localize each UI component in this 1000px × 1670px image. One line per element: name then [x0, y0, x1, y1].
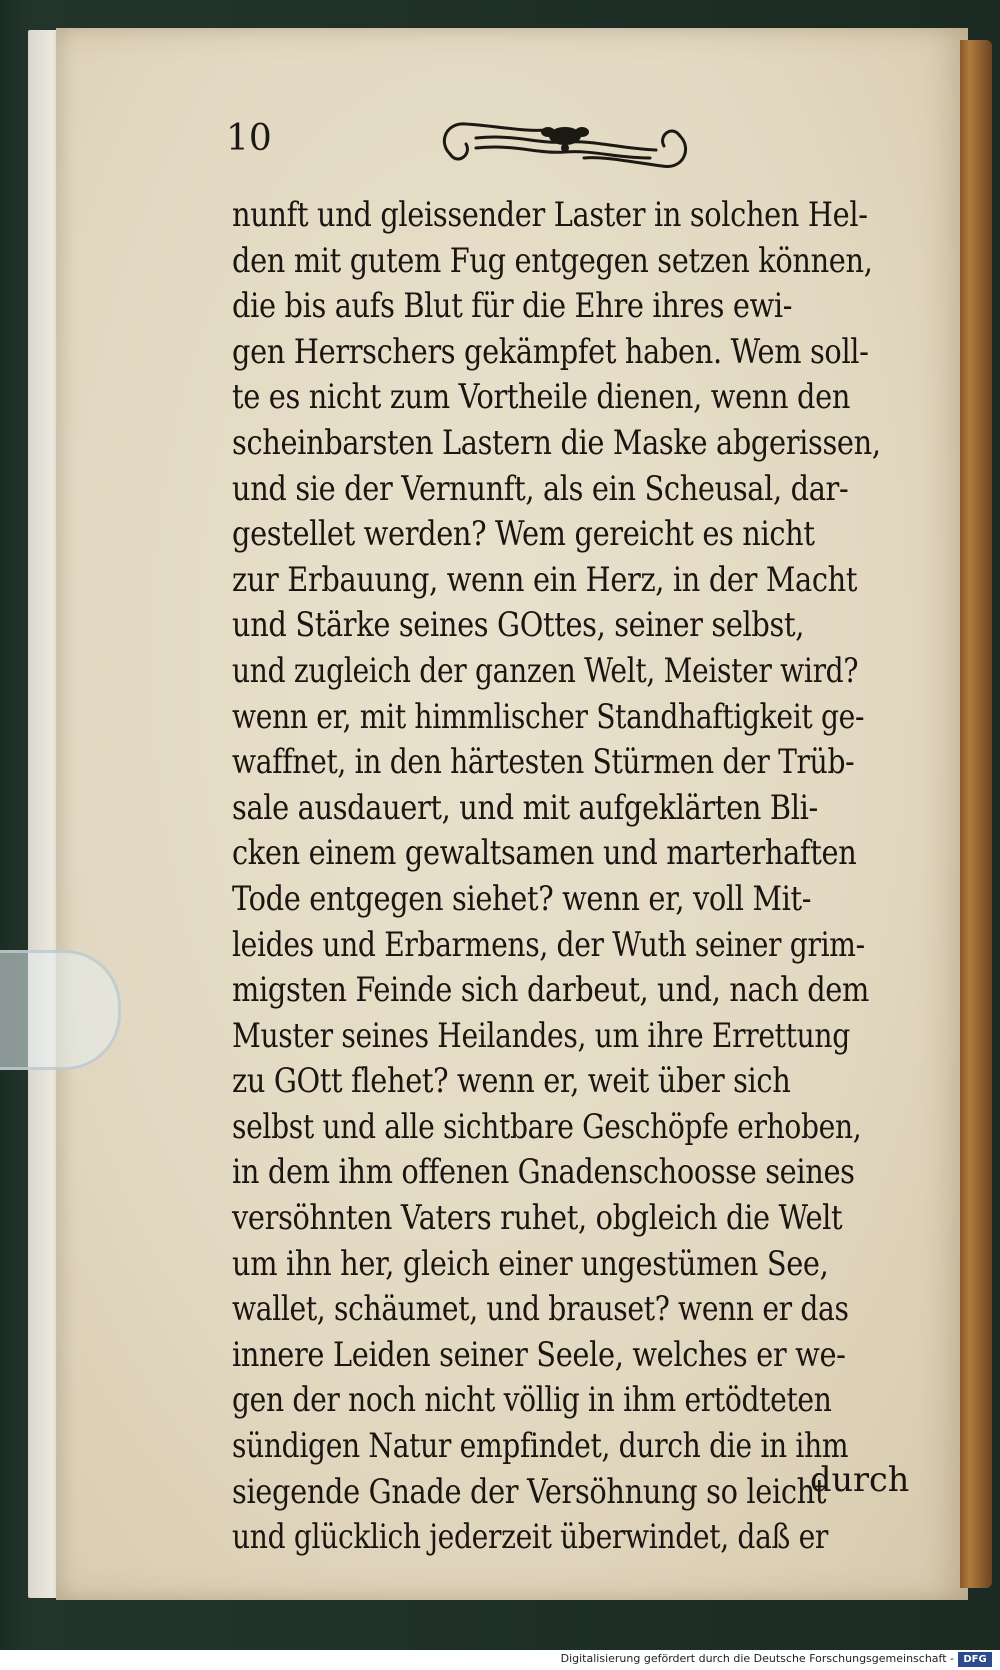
text-line: die bis aufs Blut für die Ehre ihres ewi- — [232, 286, 793, 326]
text-line: nunft und gleissender Laster in solchen Hel- — [232, 195, 868, 234]
page-clip — [0, 950, 121, 1070]
text-line: selbst und alle sichtbare Geschöpfe erhoben, — [232, 1106, 862, 1146]
text-line: scheinbarsten Lastern die Maske abgerissen, — [232, 422, 881, 462]
text-line: und sie der Vernunft, als ein Scheusal, dar- — [232, 468, 849, 508]
text-line: gestellet werden? Wem gereicht es nicht — [232, 514, 815, 554]
text-line: gen der noch nicht völlig in ihm ertödteten — [232, 1380, 832, 1420]
text-line: und zugleich der ganzen Welt, Meister wird? — [232, 650, 859, 690]
text-line: Muster seines Heilandes, um ihre Errettung — [232, 1015, 850, 1055]
dfg-logo: DFG — [958, 1652, 992, 1667]
page-number: 10 — [226, 118, 272, 159]
text-line: siegende Gnade der Versöhnung so leicht — [232, 1471, 827, 1511]
text-line: versöhnten Vaters ruhet, obgleich die Welt — [232, 1198, 843, 1238]
text-line: innere Leiden seiner Seele, welches er we- — [232, 1334, 846, 1374]
text-line: um ihn her, gleich einer ungestümen See, — [232, 1243, 829, 1283]
text-line: und Stärke seines GOttes, seiner selbst, — [232, 605, 805, 645]
text-line: wallet, schäumet, und brauset? wenn er das — [232, 1289, 849, 1329]
text-line: zur Erbauung, wenn ein Herz, in der Macht — [232, 559, 858, 599]
text-line: gen Herrschers gekämpfet haben. Wem soll- — [232, 331, 869, 371]
catchword: durch — [810, 1460, 910, 1499]
text-line: den mit gutem Fug entgegen setzen können, — [232, 240, 873, 280]
text-line: waffnet, in den härtesten Stürmen der Trüb- — [232, 742, 855, 782]
text-line: te es nicht zum Vortheile dienen, wenn den — [232, 377, 851, 417]
text-line: in dem ihm offenen Gnadenschoosse seines — [232, 1152, 855, 1192]
text-line: wenn er, mit himmlischer Standhaftigkeit ge- — [232, 696, 865, 736]
book-cover-edge — [960, 40, 992, 1588]
body-text — [232, 192, 908, 1560]
text-line: leides und Erbarmens, der Wuth seiner grim- — [232, 924, 865, 964]
header-ornament — [436, 114, 694, 176]
text-line: migsten Feinde sich darbeut, und, nach dem — [232, 970, 869, 1010]
text-line: und glücklich jederzeit überwindet, daß er — [232, 1517, 829, 1557]
text-line: zu GOtt flehet? wenn er, weit über sich — [232, 1061, 791, 1101]
text-line: cken einem gewaltsamen und marterhaften — [232, 833, 857, 873]
footer-credit: Digitalisierung gefördert durch die Deutsche Forschungsgemeinschaft - — [560, 1652, 954, 1665]
text-line: Tode entgegen siehet? wenn er, voll Mit- — [232, 878, 812, 918]
text-line: sale ausdauert, und mit aufgeklärten Bli- — [232, 787, 818, 827]
text-line: sündigen Natur empfindet, durch die in ihm — [232, 1426, 849, 1466]
